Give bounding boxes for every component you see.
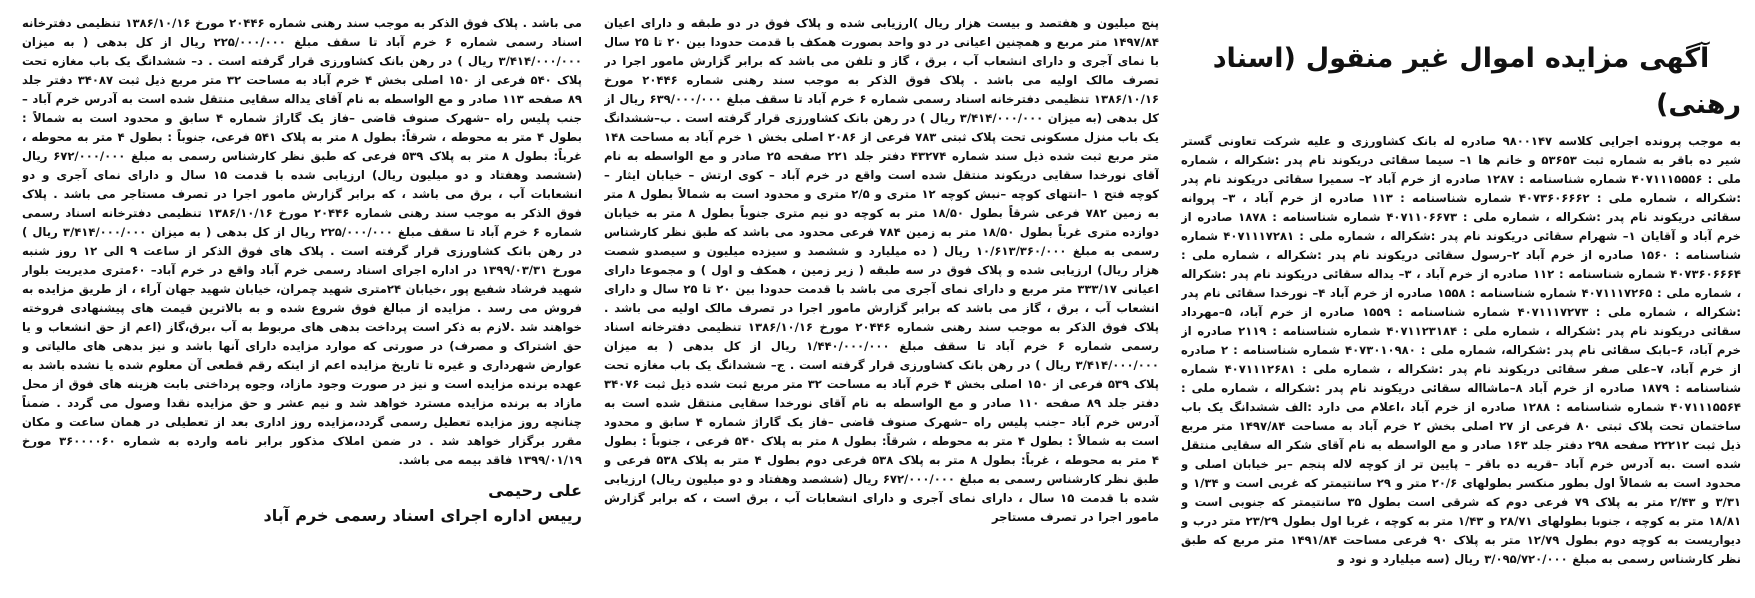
- signature-block: [22, 478, 582, 528]
- notice-column-middle: [604, 14, 1159, 590]
- notice-column-right: [1181, 14, 1741, 590]
- signature-title: رییس اداره اجرای اسناد رسمی خرم آباد: [263, 506, 582, 525]
- notice-title: آگهی مزایده اموال غیر منقول (اسناد رهنی): [1212, 43, 1741, 120]
- notice-column-left: [22, 14, 582, 590]
- notice-paragraph-2: پنج میلیون و هفتصد و بیست هزار ریال )ارزیابی شده و پلاک فوق در دو طبقه و دارای اعیان ۱۴۹۷/۸۴ متر مربع و همچنین اعیانی در دو واحد بصورت همکف با قدمت حدودا بین ۲۰ تا ۲۵ سال با نمای آجری و دارای انشعاب آب ، برق ، گاز و تلفن می باشد که برابر گزارش مامور اجرا در تصرف مالک اولیه می باشد . پلاک فوق الذکر به موجب سند رهنی شماره ۲۰۴۴۶ مورخ ۱۳۸۶/۱۰/۱۶ تنظیمی دفترخانه اسناد رسمی شماره ۶ خرم آباد تا سقف مبلغ ۶۳۹/۰۰۰/۰۰۰ ریال از کل بدهی (به میزان ۳/۴۱۴/۰۰۰/۰۰۰ ریال ) در رهن بانک کشاورزی قرار گرفته است . ب–ششدانگ یک باب منزل مسکونی تحت پلاک ثبتی ۷۸۳ فرعی از ۲۰۸۶ اصلی بخش ۱ خرم آباد به مساحت ۱۴۸ متر مربع ثبت شده ذیل سند شماره ۴۳۲۷۴ دفتر جلد ۲۲۱ صفحه ۲۵ صادر و مع الواسطه به نام آقای نورخدا سقایی دریکوند منتقل شده است واقع در خرم آباد – کوی ارتش – خیابان ایثار – کوچه فتح ۱ –انتهای کوچه –نبش کوچه ۱۲ متری و ۲/۵ متری و محدود است به شمالاً بطول ۸ متر به زمین ۷۸۲ فرعی شرقاً بطول ۱۸/۵۰ متر به کوچه دو نیم متری جنوباً بطول ۸ متر به خیابان دوازده متری غرباً بطول ۱۸/۵۰ متر به زمین ۷۸۴ فرعی محدود می باشد که طبق نظر کارشناس رسمی به مبلغ ۱۰/۶۱۳/۳۶۰/۰۰۰ ریال ( ده میلیارد و ششصد و سیزده میلیون و سیصدو شصت هزار ریال) ارزیابی شده و پلاک فوق در سه طبقه ( زیر زمین ، همکف و اول ) و مجموعا دارای اعیانی ۳۳۳/۱۷ متر مربع و دارای نمای آجری می باشد با قدمت حدودا بین ۲۰ تا ۲۵ سال و دارای انشعاب آب ، برق ، گاز می باشد که برابر گزارش مامور اجرا در تصرف مالک اولیه می باشد . پلاک فوق الذکر به موجب سند رهنی شماره ۲۰۴۴۶ مورخ ۱۳۸۶/۱۰/۱۶ تنظیمی دفترخانه اسناد رسمی شماره ۶ خرم آباد تا سقف مبلغ ۱/۴۴۰/۰۰۰/۰۰۰ ریال از کل بدهی ( به میزان ۳/۴۱۴/۰۰۰/۰۰۰ ریال ) در رهن بانک کشاورزی قرار گرفته است . ج– ششدانگ یک باب مغازه تحت پلاک ۵۳۹ فرعی از ۱۵۰ اصلی بخش ۴ خرم آباد به مساحت ۳۲ متر مربع ثبت شده ذیل ثبت ۳۴۰۷۶ دفتر جلد ۸۹ صفحه ۱۱۰ صادر و مع الواسطه به نام آقای نورخدا سقایی منتقل شده است به آدرس خرم آباد –جنب پلیس راه –شهرک صنوف قاضی –فاز یک گاراژ شماره ۴ سابق و محدود است به شمالاً : بطول ۴ متر به محوطه ، شرقاً: بطول ۸ متر به پلاک ۵۴۰ فرعی ، جنوباً : بطول ۴ متر به محوطه ، غرباً: بطول ۸ متر به پلاک ۵۳۸ فرعی دوم بطول ۴ متر به پلاک ۵۳۸ فرعی و طبق نظر کارشناس رسمی به مبلغ ۶۷۲/۰۰۰/۰۰۰ ریال (ششصد وهفتاد و دو میلیون ریال) ارزیابی شده با قدمت ۱۵ سال ، دارای نمای آجری و دارای انشعابات آب ، برق است ، که برابر گزارش مامور اجرا در تصرف مستاجر: [604, 16, 1159, 524]
- notice-paragraph-3: می باشد . پلاک فوق الذکر به موجب سند رهنی شماره ۲۰۴۴۶ مورخ ۱۳۸۶/۱۰/۱۶ تنظیمی دفترخانه اسناد رسمی شماره ۶ خرم آباد تا سقف مبلغ ۲۲۵/۰۰۰/۰۰۰ ریال از کل بدهی ( به میزان ۳/۴۱۴/۰۰۰/۰۰۰ ریال ) در رهن بانک کشاورزی قرار گرفته است . د– ششدانگ یک باب مغازه تحت پلاک ۵۴۰ فرعی از ۱۵۰ اصلی بخش ۴ خرم آباد به مساحت ۳۲ متر مربع ذیل ثبت ۳۴۰۸۷ دفتر جلد ۸۹ صفحه ۱۱۳ صادر و مع الواسطه به نام آقای یداله سقایی منتقل شده است به آدرس خرم آباد –جنب پلیس راه –شهرک صنوف قاضی –فاز یک گاراژ شماره ۴ سابق و محدود است به شمالاً : بطول ۴ متر به محوطه ، شرقاً: بطول ۸ متر به پلاک ۵۴۱ فرعی، جنوباً : بطول ۴ متر به محوطه ، غرباً: بطول ۸ متر به پلاک ۵۳۹ فرعی که طبق نظر کارشناس رسمی به مبلغ ۶۷۲/۰۰۰/۰۰۰ ریال (ششصد وهفتاد و دو میلیون ریال) ارزیابی شده با قدمت ۱۵ سال و دارای نمای آجری و دو انشعابات آب ، برق می باشد ، که برابر گزارش مامور اجرا در تصرف مستاجر می باشد . پلاک فوق الذکر به موجب سند رهنی شماره ۲۰۴۴۶ مورخ ۱۳۸۶/۱۰/۱۶ تنظیمی دفترخانه اسناد رسمی شماره ۶ خرم آباد تا سقف مبلغ ۲۲۵/۰۰۰/۰۰۰ ریال از کل بدهی ( به میزان ۳/۴۱۴/۰۰۰/۰۰۰ ریال ) در رهن بانک کشاورزی قرار گرفته است . پلاک های فوق الذکر از ساعت ۹ الی ۱۲ روز شنبه مورخ ۱۳۹۹/۰۳/۳۱ در اداره اجرای اسناد رسمی خرم آباد واقع در خرم آباد– ۶۰متری مدیریت بلوار شهید فرشاد شفیع پور ،خیابان ۲۴متری شهید چمران، خیابان شهید جهان آراء ، از طریق مزایده به فروش می رسد . مزایده از مبالغ فوق شروع شده و به بالاترین قیمت های پیشنهادی فروخته خواهند شد .لازم به ذکر است پرداخت بدهی های مربوط به آب ،برق،گاز (اعم از حق انشعاب و یا حق اشتراک و مصرف) در صورتی که موارد مزایده دارای آنها باشد و نیز بدهی های مالیاتی و عوارض شهرداری و غیره تا تاریخ مزایده اعم از اینکه رقم قطعی آن معلوم شده یا نشده باشد به عهده برنده مزایده است و نیز در صورت وجود مازاد، وجوه پرداختی بابت هزینه های فوق از محل مازاد به برنده مزایده مسترد خواهد شد و نیم عشر و حق مزایده نقدا وصول می گردد . ضمناً چنانچه روز مزایده تعطیل رسمی گردد،مزایده روز اداری بعد از تعطیلی در همان ساعت و مکان مقرر برگزار خواهد شد . در ضمن املاک مذکور برابر نامه وارده به شماره ۳۶۰۰۰۰۶۰ مورخ ۱۳۹۹/۰۱/۱۹ فاقد بیمه می باشد.: [22, 16, 582, 467]
- signature-name: علی رحیمی: [488, 481, 582, 500]
- notice-paragraph-1: به موجب پرونده اجرایی کلاسه ۹۸۰۰۱۴۷ صادره له بانک کشاورزی و علیه شرکت تعاونی گستر شیر ده باقر به شماره ثبت ۵۳۶۵۳ و خانم ها ۱– سیما سقائی دریکوند نام پدر :شکراله ، شماره ملی : ۴۰۷۱۱۱۵۵۵۶ شماره شناسنامه : ۱۲۸۷ صادره از خرم آباد ۲– سمیرا سقائی دریکوند نام پدر :شکراله ، شماره ملی : ۴۰۷۳۶۰۶۶۶۲ شماره شناسنامه : ۱۱۳ صادره از خرم آباد ، ۳– پروانه سقائی دریکوند نام پدر :شکراله ، شماره ملی : ۴۰۷۱۱۰۶۶۷۳ شماره شناسنامه : ۱۸۷۸ صادره از خرم آباد و آقایان ۱– شهرام سقائی دریکوند نام پدر :شکراله ، شماره ملی : ۴۰۷۱۱۱۷۲۸۱ شماره شناسنامه : ۱۵۶۰ صادره از خرم آباد ۲–رسول سقائی دریکوند نام پدر :شکراله ، شماره ملی : ۴۰۷۳۶۰۶۶۶۴ شماره شناسنامه : ۱۱۲ صادره از خرم آباد ، ۳– یداله سقائی دریکوند نام پدر :شکراله ، شماره ملی : ۴۰۷۱۱۱۷۲۶۵ شماره شناسنامه : ۱۵۵۸ صادره از خرم آباد ۴– نورخدا سقائی نام پدر :شکراله ، شماره ملی : ۴۰۷۱۱۱۷۲۷۳ شماره شناسنامه : ۱۵۵۹ صادره از خرم آباد، ۵–مهرداد سقائی دریکوند نام پدر :شکراله ، شماره ملی : ۴۰۷۱۱۲۳۱۸۴ شماره شناسنامه : ۲۱۱۹ صادره از خرم آباد، ۶–بابک سقائی نام پدر :شکراله، شماره ملی : ۴۰۷۳۰۱۰۹۸۰ شماره شناسنامه : ۲ صادره از خرم آباد، ۷–علی صفر سقائی دریکوند نام پدر :شکراله ، شماره ملی : ۴۰۷۱۱۱۲۶۸۱ شماره شناسنامه : ۱۸۷۹ صادره از خرم آباد ۸–ماشااله سقائی دریکوند نام پدر :شکراله ، شماره ملی : ۴۰۷۱۱۱۵۵۶۴ شماره شناسنامه : ۱۲۸۸ صادره از خرم آباد ،اعلام می دارد :الف ششدانگ یک باب ساختمان تحت پلاک ثبتی ۸۰ فرعی از ۲۷ اصلی بخش ۲ خرم آباد به مساحت ۱۴۹۷/۸۴ متر مربع ذیل ثبت ۲۲۲۱۲ صفحه ۲۹۸ دفتر جلد ۱۶۳ صادر و مع الواسطه به نام آقای شکر اله سقایی منتقل شده است .به آدرس خرم آباد –قریه ده باقر – پایین تر از کوچه لاله پنجم –بر خیابان اصلی و محدود است به شمالاً اول بطور منکسر بطولهای ۲۰/۶ متر و ۲۹ سانتیمتر که غربی است و ۱/۳۴ و ۳/۳۱ و ۲/۴۳ متر به پلاک ۷۹ فرعی دوم که شرقی است بطول ۳۵ سانتیمتر که جنوبی است و ۱۸/۸۱ متر به کوچه ، جنوبا بطولهای ۲۸/۷۱ و ۱/۴۳ متر به کوچه ، غربا اول بطول ۲۳/۲۹ متر درب و دیواریست به کوچه دوم بطول ۱۲/۷۹ متر به پلاک ۹۰ فرعی مساحت ۱۴۹۱/۸۴ متر مربع که طبق نظر کارشناس رسمی به مبلغ ۳/۰۹۵/۷۲۰/۰۰۰ ریال (سه میلیارد و نود و: [1181, 134, 1741, 566]
